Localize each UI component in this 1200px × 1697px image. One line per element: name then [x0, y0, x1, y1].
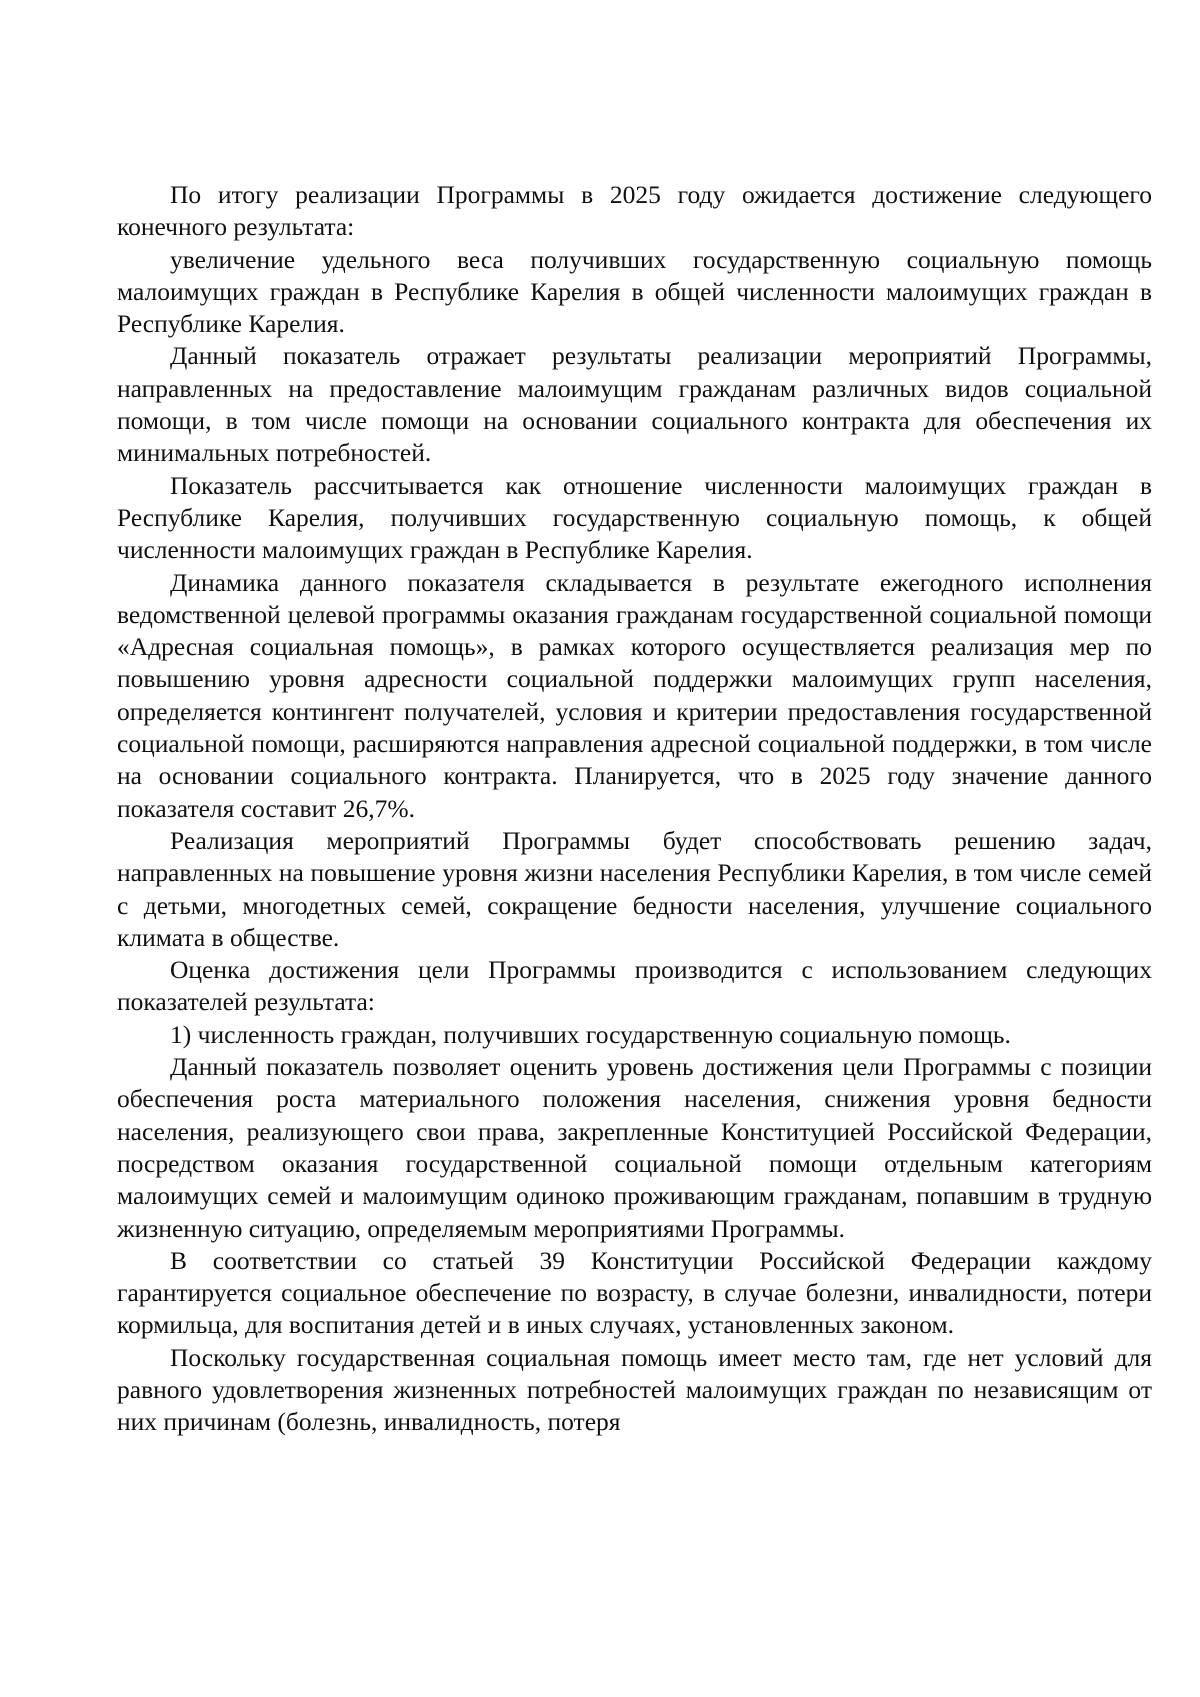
paragraph-social-assistance: Поскольку государственная социальная помощь имеет место там, где нет условий для равного удовлетворения жизненных потребностей малоимущих граждан по независящим от них причинам (болезнь, инвалидность, потеря	[117, 1342, 1152, 1437]
paragraph-constitution-article: В соответствии со статьей 39 Конституции Российской Федерации каждому гарантируется социальное обеспечение по возрасту, в случае болезни, инвалидности, потери кормильца, для воспитания детей и в иных случаях, установленных законом.	[117, 1245, 1152, 1340]
paragraph-result-indicator: увеличение удельного веса получивших государственную социальную помощь малоимущих граждан в Республике Карелия в общей численности малоимущих граждан в Республике Карелия.	[117, 244, 1152, 339]
document-body	[117, 179, 1152, 1439]
paragraph-indicator-1-description: Данный показатель позволяет оценить уровень достижения цели Программы с позиции обеспечения роста материального положения населения, снижения уровня бедности населения, реализующего свои права, закрепленные Конституцией Российской Федерации, посредством оказания государственной социальной помощи отдельным категориям малоимущих семей и малоимущим одиноко проживающим гражданам, попавшим в трудную жизненную ситуацию, определяемым мероприятиями Программы.	[117, 1052, 1152, 1243]
paragraph-program-implementation: Реализация мероприятий Программы будет способствовать решению задач, направленных на повышение уровня жизни населения Республики Карелия, в том числе семей с детьми, многодетных семей, сокращение бедности населения, улучшение социального климата в обществе.	[117, 825, 1152, 952]
paragraph-indicator-meaning: Данный показатель отражает результаты реализации мероприятий Программы, направленных на предоставление малоимущим гражданам различных видов социальной помощи, в том числе помощи на основании социального контракта для обеспечения их минимальных потребностей.	[117, 341, 1152, 468]
paragraph-indicator-calculation: Показатель рассчитывается как отношение численности малоимущих граждан в Республике Карелия, получивших государственную социальную помощь, к общей численности малоимущих граждан в Республике Карелия.	[117, 470, 1152, 565]
paragraph-indicator-dynamics: Динамика данного показателя складывается в результате ежегодного исполнения ведомственной целевой программы оказания гражданам государственной социальной помощи «Адресная социальная помощь», в рамках которого осуществляется реализация мер по повышению уровня адресности социальной поддержки малоимущих групп населения, определяется контингент получателей, условия и критерии предоставления государственной социальной помощи, расширяются направления адресной социальной поддержки, в том числе на основании социального контракта. Планируется, что в 2025 году значение данного показателя составит 26,7%.	[117, 567, 1152, 823]
list-item-indicator-1: 1) численность граждан, получивших государственную социальную помощь.	[170, 1019, 1011, 1049]
paragraph-expected-result: По итогу реализации Программы в 2025 году ожидается достижение следующего конечного результата:	[117, 180, 1152, 242]
paragraph-goal-assessment: Оценка достижения цели Программы производится с использованием следующих показателей результата:	[117, 955, 1152, 1017]
